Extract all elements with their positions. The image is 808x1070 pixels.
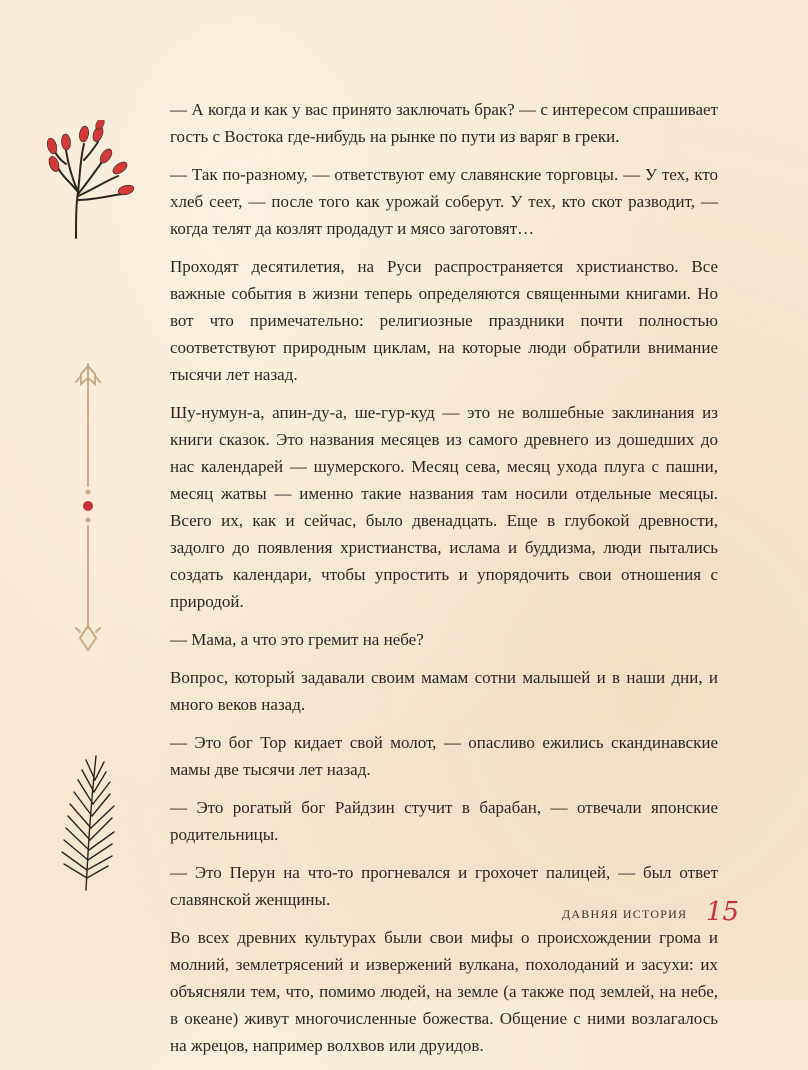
main-text xyxy=(170,96,718,1070)
berry-branch-icon xyxy=(40,120,136,240)
paragraph: Шу-нумун-а, апин-ду-а, ше-гур-куд — это не волшебные заклинания из книги сказок. Это названия месяцев из самого древнего из дошедших до нас календарей — шумерского. Месяц сева, месяц ухода плуга с пашни, месяц жатвы — именно такие названия там носили отдельные месяцы. Всего их, как и сейчас, было двенадцать. Еще в глубокой древности, задолго до появления христианства, ислама и буддизма, люди пытались создать календари, чтобы упростить и упорядочить свои отношения с природой. xyxy=(170,403,718,611)
pine-branch-icon xyxy=(56,752,120,892)
paragraph: — А когда и как у вас принято заключать брак? — с интересом спрашивает гость с Востока где-нибудь на рынке по пути из варяг в греки. xyxy=(170,100,718,146)
paragraph: Проходят десятилетия, на Руси распространяется христианство. Все важные события в жизни теперь определяются священными книгами. Но вот что примечательно: религиозные праздники почти полностью соответствуют природным циклам, на которые люди обратили внимание тысячи лет назад. xyxy=(170,257,718,384)
section-title: ДАВНЯЯ ИСТОРИЯ xyxy=(562,907,688,921)
paragraph: — Это рогатый бог Райдзин стучит в барабан, — отвечали японские родительницы. xyxy=(170,798,718,844)
paragraph: — Это бог Тор кидает свой молот, — опасливо ежились скандинавские мамы две тысячи лет назад. xyxy=(170,733,718,779)
page-number: 15 xyxy=(706,897,740,927)
paragraph: — Мама, а что это гремит на небе? xyxy=(170,630,424,649)
paragraph: — Это Перун на что-то прогневался и грохочет палицей, — был ответ славянской женщины. xyxy=(170,863,718,909)
arrow-ornament-icon xyxy=(72,358,104,654)
paragraph: Вопрос, который задавали своим мамам сотни малышей и в наши дни, и много веков назад. xyxy=(170,668,718,714)
paragraph: — Так по-разному, — ответствуют ему славянские торговцы. — У тех, кто хлеб сеет, — после того как урожай соберут. У тех, кто скот разводит, — когда телят да козлят продадут и мясо заготовят… xyxy=(170,165,718,238)
paragraph: Во всех древних культурах были свои мифы о происхождении грома и молний, землетрясений и извержений вулкана, похолоданий и засухи: их объясняли тем, что, помимо людей, на земле (а также под землей, на небе, в океане) живут многочисленные божества. Общение с ними возлагалось на жрецов, например волхвов или друидов. xyxy=(170,928,718,1055)
